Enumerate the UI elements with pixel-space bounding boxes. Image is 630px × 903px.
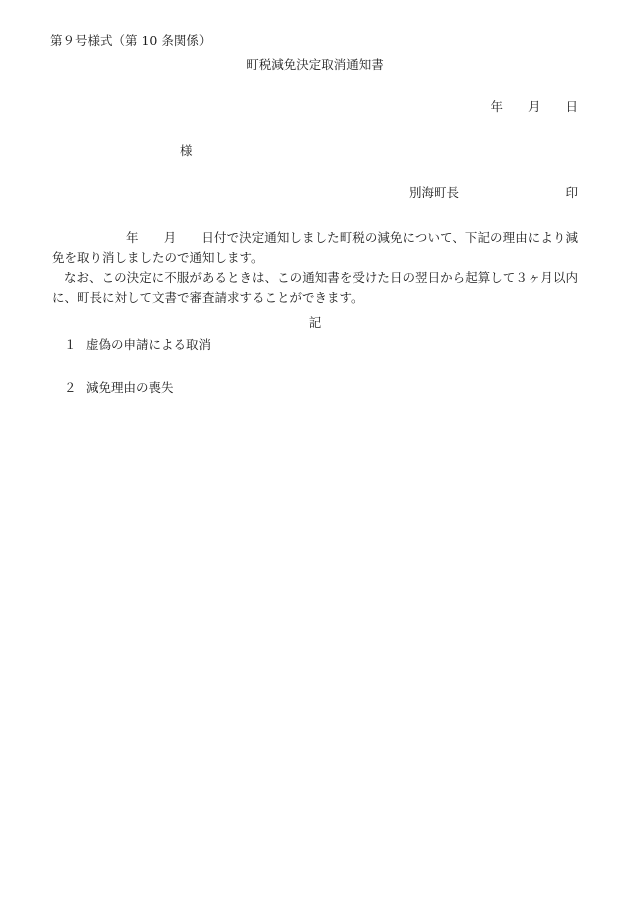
date-line: 年 月 日 <box>490 99 578 114</box>
reason-item-text: 減免理由の喪失 <box>86 380 174 395</box>
reason-item-number: １ <box>64 337 77 352</box>
addressee-suffix: 様 <box>180 143 193 158</box>
reason-item-number: ２ <box>64 380 77 395</box>
form-number: 第９号様式（第 10 条関係） <box>50 33 212 48</box>
ki-heading: 記 <box>308 315 322 330</box>
issuer-name: 別海町長 <box>409 185 460 200</box>
reason-item-text: 虚偽の申請による取消 <box>86 337 212 352</box>
reason-item-1 <box>64 337 211 353</box>
reason-item-2 <box>64 380 174 396</box>
seal-mark: 印 <box>565 185 578 200</box>
notice-paragraph-1: 年 月 日付で決定通知しました町税の減免について、下記の理由により減免を取り消しましたので通知します。 <box>52 230 578 265</box>
document-title: 町税減免決定取消通知書 <box>246 57 384 72</box>
notice-paragraph-2: なお、この決定に不服があるときは、この通知書を受けた日の翌日から起算して３ヶ月以内に、町長に対して文書で審査請求することができます。 <box>52 270 578 305</box>
